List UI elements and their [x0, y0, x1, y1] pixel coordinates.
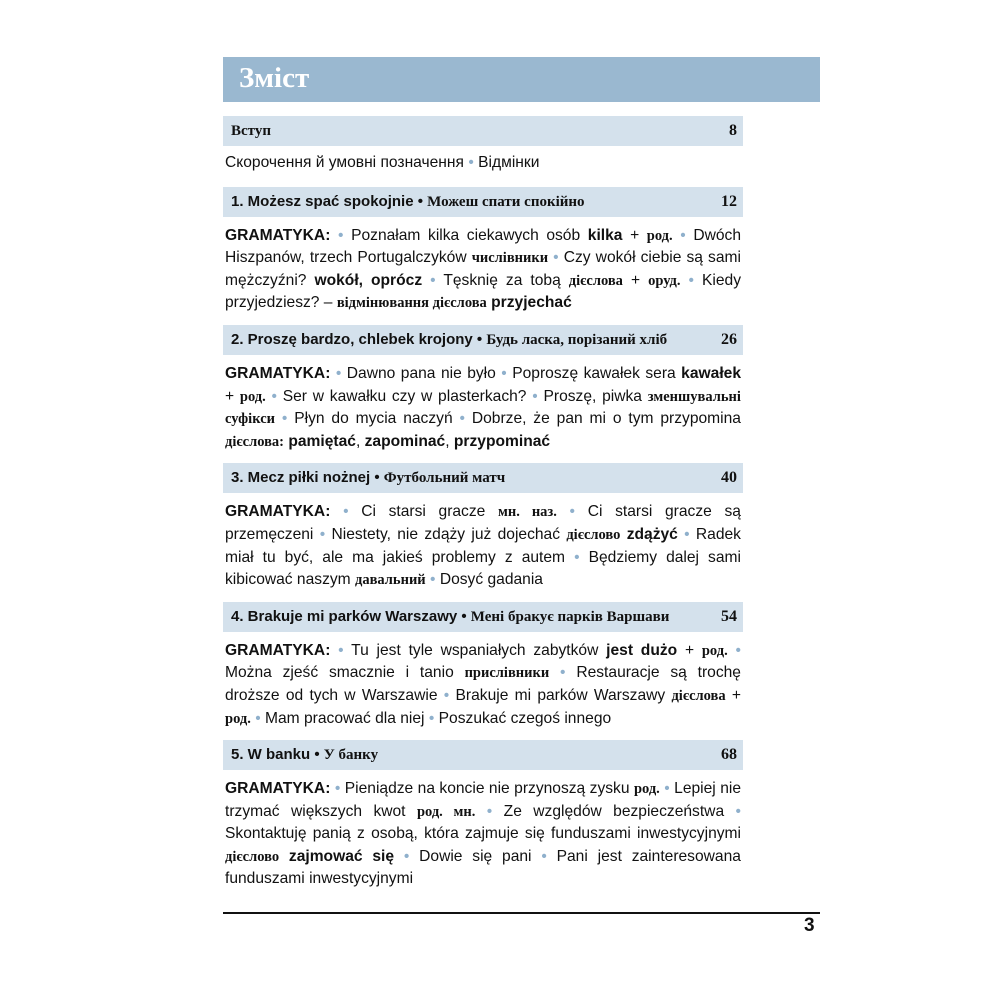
- section-title-ua: Мені бракує парків Варшави: [470, 608, 670, 625]
- bullet: •: [430, 271, 436, 289]
- bullet: •: [553, 249, 559, 267]
- grammar-item: Lepiej nie trzymać większych kwot: [225, 780, 742, 820]
- section-title-pl: 3. Mecz piłki nożnej: [231, 469, 371, 487]
- bullet: •: [334, 780, 341, 798]
- grammar-item: Proszę, piwka: [543, 387, 642, 405]
- bullet: •: [541, 847, 547, 865]
- section-title: [231, 331, 721, 349]
- grammar-keyword: zajmować się: [288, 847, 395, 865]
- section-title: [231, 746, 721, 764]
- grammar-case: відмінювання дієслова: [336, 295, 487, 312]
- section-title-pl: 2. Proszę bardzo, chlebek krojony: [231, 330, 473, 348]
- bullet: •: [664, 780, 670, 798]
- grammar-item: Radek miał tu być, ale ma jakieś problemy z autem: [225, 525, 741, 566]
- grammar-case: давальний: [355, 572, 426, 589]
- header-bar: [223, 57, 820, 102]
- grammar-case: зменшувальні суфікси: [225, 388, 741, 428]
- bullet: •: [319, 525, 326, 543]
- grammar-case: дієслово: [566, 526, 621, 543]
- bullet: •: [574, 548, 580, 566]
- bullet: •: [428, 709, 435, 727]
- grammar-item: Niestety, nie zdąży już dojechać: [331, 525, 561, 543]
- bullet: •: [271, 387, 277, 405]
- grammar-block-3: [223, 501, 743, 591]
- grammar-item: Ci starsi gracze są przemęczeni: [225, 503, 741, 543]
- grammar-case: числівники: [471, 250, 549, 267]
- grammar-block-1: [223, 225, 743, 315]
- plus-sign: +: [731, 686, 741, 704]
- grammar-item: Tu jest tyle wspaniałych zabytków: [351, 641, 599, 659]
- grammar-case: род.: [701, 642, 728, 659]
- section-title: [231, 469, 721, 487]
- grammar-item: Tęsknię za tobą: [443, 271, 561, 289]
- grammar-block-5: [223, 778, 743, 891]
- intro-item: Відмінки: [478, 154, 540, 171]
- grammar-keyword: zdążyć: [626, 525, 678, 543]
- bullet: •: [468, 154, 474, 171]
- plus-sign: +: [684, 641, 695, 659]
- intro-items: [223, 152, 743, 175]
- grammar-keyword: jest dużo: [606, 641, 678, 659]
- page-number: 3: [804, 915, 815, 936]
- bullet: •: [314, 746, 324, 764]
- grammar-item: Czy wokół ciebie są sami mężczyźni?: [225, 249, 741, 289]
- grammar-item: Dwóch Hiszpanów, trzech Portugalczyków: [225, 226, 741, 267]
- bullet: •: [486, 802, 493, 820]
- grammar-item: Pieniądze na koncie nie przynoszą zysku: [344, 780, 630, 798]
- bullet: •: [255, 709, 261, 727]
- grammar-item: Mam pracować dla niej: [265, 709, 425, 727]
- bullet: •: [281, 410, 288, 428]
- grammar-label: GRAMATYKA:: [225, 780, 331, 798]
- grammar-keyword: przyjechać: [491, 294, 572, 312]
- grammar-item: Ser w kawałku czy w plasterkach?: [282, 387, 527, 405]
- grammar-case: оруд.: [648, 272, 681, 289]
- bullet: •: [403, 847, 410, 865]
- grammar-keyword: zapominać: [364, 432, 446, 450]
- bullet: •: [735, 802, 742, 820]
- grammar-item: Dobrze, że pan mi o tym przypomina: [471, 410, 741, 428]
- grammar-block-4: [223, 640, 743, 730]
- grammar-case: род.: [225, 710, 251, 727]
- bullet: •: [343, 503, 349, 521]
- toc-entry-2[interactable]: [223, 325, 743, 355]
- grammar-item: Poszukać czegoś innego: [438, 709, 612, 727]
- section-title-pl: 1. Możesz spać spokojnie: [231, 192, 414, 210]
- section-page-number: 54: [721, 607, 737, 625]
- bullet: •: [338, 641, 344, 659]
- page-title: Зміст: [239, 62, 310, 94]
- grammar-item: Kiedy przyjedziesz? –: [225, 271, 742, 312]
- bullet: •: [684, 525, 690, 543]
- grammar-keyword: kawałek: [681, 364, 741, 382]
- grammar-label: GRAMATYKA:: [225, 641, 331, 659]
- bullet: •: [560, 664, 566, 682]
- grammar-item: Poproszę kawałek sera: [512, 364, 676, 382]
- section-title: [231, 193, 721, 211]
- grammar-item: Ze względów bezpieczeństwa: [503, 802, 725, 820]
- bullet: •: [443, 686, 450, 704]
- grammar-case: род.: [633, 781, 660, 798]
- grammar-case: прислівники: [464, 665, 550, 682]
- bullet: •: [501, 364, 507, 382]
- plus-sign: +: [225, 387, 235, 405]
- intro-title: Вступ: [231, 122, 271, 139]
- section-title-pl: 5. W banku: [231, 746, 311, 764]
- grammar-item: Dowie się pani: [419, 847, 532, 865]
- grammar-item: Brakuje mi parków Warszawy: [455, 686, 666, 704]
- bullet: •: [461, 607, 471, 625]
- grammar-keyword: wokół, oprócz: [314, 271, 423, 289]
- plus-sign: +: [630, 226, 640, 244]
- section-title-ua: У банку: [323, 747, 379, 764]
- grammar-keyword: kilka: [587, 226, 623, 244]
- toc-entry-4[interactable]: [223, 602, 743, 632]
- bullet: •: [476, 330, 487, 348]
- toc-entry-intro[interactable]: [223, 116, 743, 146]
- grammar-case: род. мн.: [416, 803, 476, 820]
- grammar-case: род.: [239, 388, 266, 405]
- bullet: •: [430, 571, 436, 589]
- section-title: [231, 608, 721, 626]
- bullet: •: [417, 192, 428, 210]
- grammar-label: GRAMATYKA:: [225, 503, 331, 521]
- grammar-keyword: pamiętać: [288, 432, 356, 450]
- toc-entry-5[interactable]: [223, 740, 743, 770]
- grammar-case: мн. наз.: [498, 504, 557, 521]
- grammar-case: дієслово: [225, 848, 280, 865]
- toc-entry-3[interactable]: [223, 463, 743, 493]
- section-title-pl: 4. Brakuje mi parków Warszawy: [231, 607, 458, 625]
- section-title-ua: Футбольний матч: [383, 470, 506, 487]
- grammar-block-2: GRAMATYKA: • Dawno pana nie było • Poproszę kawałek sera kawałek + род. • Ser w kawałku czy w plasterkach? • Proszę, piwka зменшувальні суфікси • Płyn do mycia naczyń • Dobrze, że pan mi o tym przypomina дієслова: pamiętać, zapominać, przypominać: [225, 364, 741, 450]
- bullet: •: [688, 271, 694, 289]
- grammar-item: Dosyć gadania: [439, 571, 543, 589]
- toc-content: [223, 116, 743, 891]
- grammar-item: Pani jest zainteresowana funduszami inwestycyjnymi: [225, 847, 741, 888]
- grammar-item: Restauracje są trochę droższe od tych w Warszawie: [225, 664, 741, 704]
- grammar-case: род.: [646, 227, 673, 244]
- bullet: •: [335, 364, 342, 382]
- intro-page-number: 8: [729, 122, 737, 139]
- bullet: •: [338, 226, 344, 244]
- bullet: •: [735, 641, 741, 659]
- section-page-number: 68: [721, 746, 737, 764]
- bullet: •: [459, 410, 465, 428]
- grammar-item: Można zjeść smacznie i tanio: [225, 664, 454, 682]
- intro-item: Скорочення й умовні позначення: [225, 154, 464, 171]
- toc-entry-1[interactable]: [223, 187, 743, 217]
- grammar-item: Płyn do mycia naczyń: [294, 410, 453, 428]
- grammar-item: Będziemy dalej sami kibicować naszym: [225, 548, 741, 589]
- grammar-item: Skontaktuję panią z osobą, która zajmuje się funduszami inwestycyjnymi: [225, 825, 741, 843]
- section-title-ua: Будь ласка, порізаний хліб: [486, 331, 668, 348]
- grammar-case: дієслова: [671, 687, 726, 704]
- bullet: •: [569, 503, 576, 521]
- grammar-item: Dawno pana nie było: [346, 364, 496, 382]
- grammar-item: Ci starsi gracze: [361, 503, 486, 521]
- footer-rule: [223, 912, 820, 914]
- grammar-case: дієслова: [568, 272, 623, 289]
- bullet: •: [680, 226, 686, 244]
- section-page-number: 26: [721, 330, 737, 348]
- bullet: •: [374, 469, 384, 487]
- grammar-label: GRAMATYKA:: [225, 226, 331, 244]
- section-page-number: 40: [721, 469, 737, 487]
- grammar-case: дієслова:: [225, 433, 284, 450]
- grammar-item: Poznałam kilka ciekawych osób: [351, 226, 581, 244]
- grammar-keyword: przypominać: [453, 432, 551, 450]
- section-page-number: 12: [721, 192, 737, 210]
- section-title-ua: Можеш спати спокійно: [427, 193, 585, 210]
- grammar-label: GRAMATYKA:: [225, 364, 331, 382]
- bullet: •: [532, 387, 538, 405]
- plus-sign: +: [630, 271, 641, 289]
